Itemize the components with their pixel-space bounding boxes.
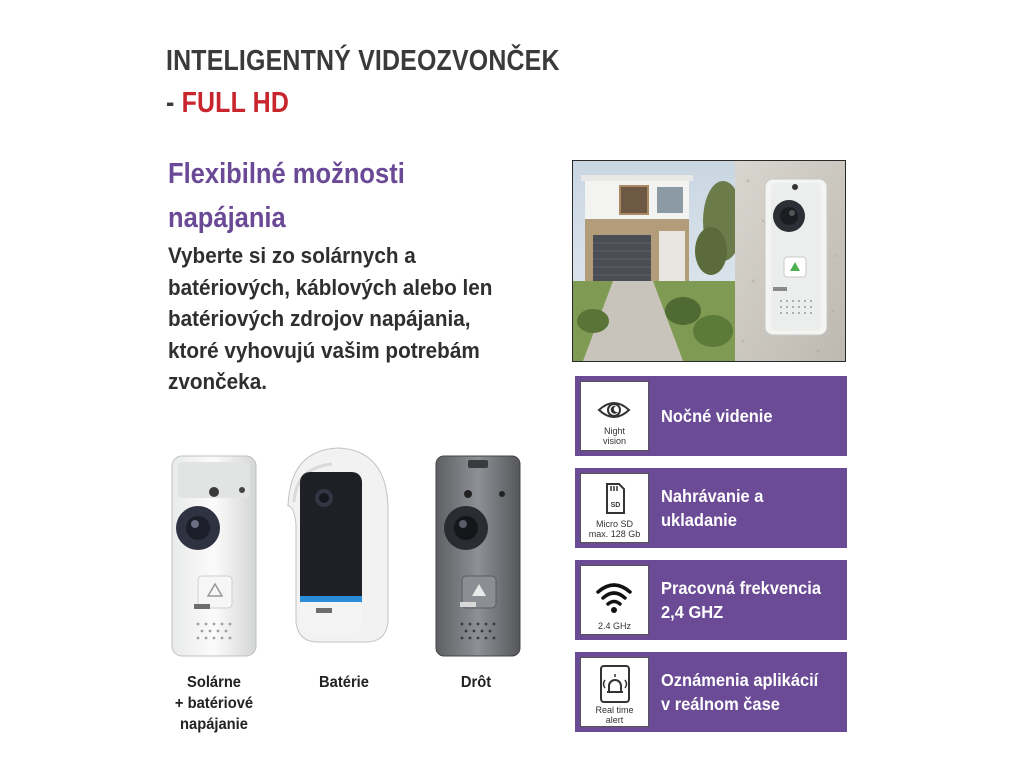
title-accent: FULL HD	[181, 87, 290, 119]
title-line-1: INTELIGENTNÝ VIDEOZVONČEK	[166, 45, 560, 77]
title-prefix: -	[166, 87, 182, 119]
feature-text	[661, 652, 834, 732]
house-doorbell-illustration	[573, 161, 845, 361]
feature-frequency	[575, 560, 847, 640]
house-doorbell-photo	[572, 160, 846, 362]
section-heading-line-1: Flexibilné možnosti	[168, 158, 405, 190]
icon-label: Micro SD	[595, 519, 633, 529]
solar-doorbell-image	[168, 452, 268, 662]
icon-label: Real time	[595, 705, 634, 715]
feature-icon-box	[580, 381, 649, 451]
page-title	[166, 40, 560, 124]
icon-label: vision	[602, 436, 626, 446]
title-line-2	[166, 82, 560, 124]
feature-text	[661, 560, 834, 640]
feature-icon-box	[580, 473, 649, 543]
icon-label: Night	[603, 426, 625, 436]
icon-label: max. 128 Gb	[588, 529, 641, 539]
product-label-line: Batérie	[319, 674, 369, 691]
product-label-line: Solárne	[187, 674, 241, 691]
feature-text	[661, 468, 834, 548]
feature-recording	[575, 468, 847, 548]
body-line: batériových zdrojov napájania,	[168, 306, 471, 331]
product-label-line: napájanie	[180, 716, 248, 733]
feature-text-line: Nahrávanie a	[661, 486, 764, 506]
section-body	[168, 240, 536, 398]
product-label-line: + batériové	[174, 695, 254, 712]
product-label-solar	[168, 672, 260, 735]
svg-text:SD: SD	[610, 502, 621, 509]
feature-text-line: 2,4 GHZ	[661, 602, 724, 622]
icon-label: alert	[605, 715, 624, 725]
feature-text-line: ukladanie	[661, 510, 737, 530]
feature-text-line: Oznámenia aplikácií	[661, 670, 819, 690]
battery-doorbell-image	[282, 446, 392, 646]
feature-notifications	[575, 652, 847, 732]
icon-label: 2.4 GHz	[597, 621, 631, 631]
product-label-wired	[430, 672, 522, 693]
feature-icon-box	[580, 565, 649, 635]
body-line: Vyberte si zo solárnych a	[168, 243, 416, 268]
body-line: zvončeka.	[168, 369, 267, 394]
feature-text	[661, 376, 834, 456]
body-line: ktoré vyhovujú vašim potrebám	[168, 337, 480, 363]
feature-icon-box	[580, 657, 649, 727]
feature-text-line: Nočné videnie	[661, 406, 773, 426]
feature-text-line: v reálnom čase	[661, 694, 780, 714]
feature-text-line: Pracovná frekvencia	[661, 578, 822, 598]
wired-doorbell-image	[432, 452, 528, 662]
section-heading-line-2: napájania	[168, 202, 286, 234]
section-heading	[168, 152, 485, 240]
body-line: batériových, káblových alebo len	[168, 274, 493, 300]
product-label-battery	[298, 672, 390, 693]
feature-night-vision	[575, 376, 847, 456]
product-label-line: Drôt	[460, 674, 492, 691]
